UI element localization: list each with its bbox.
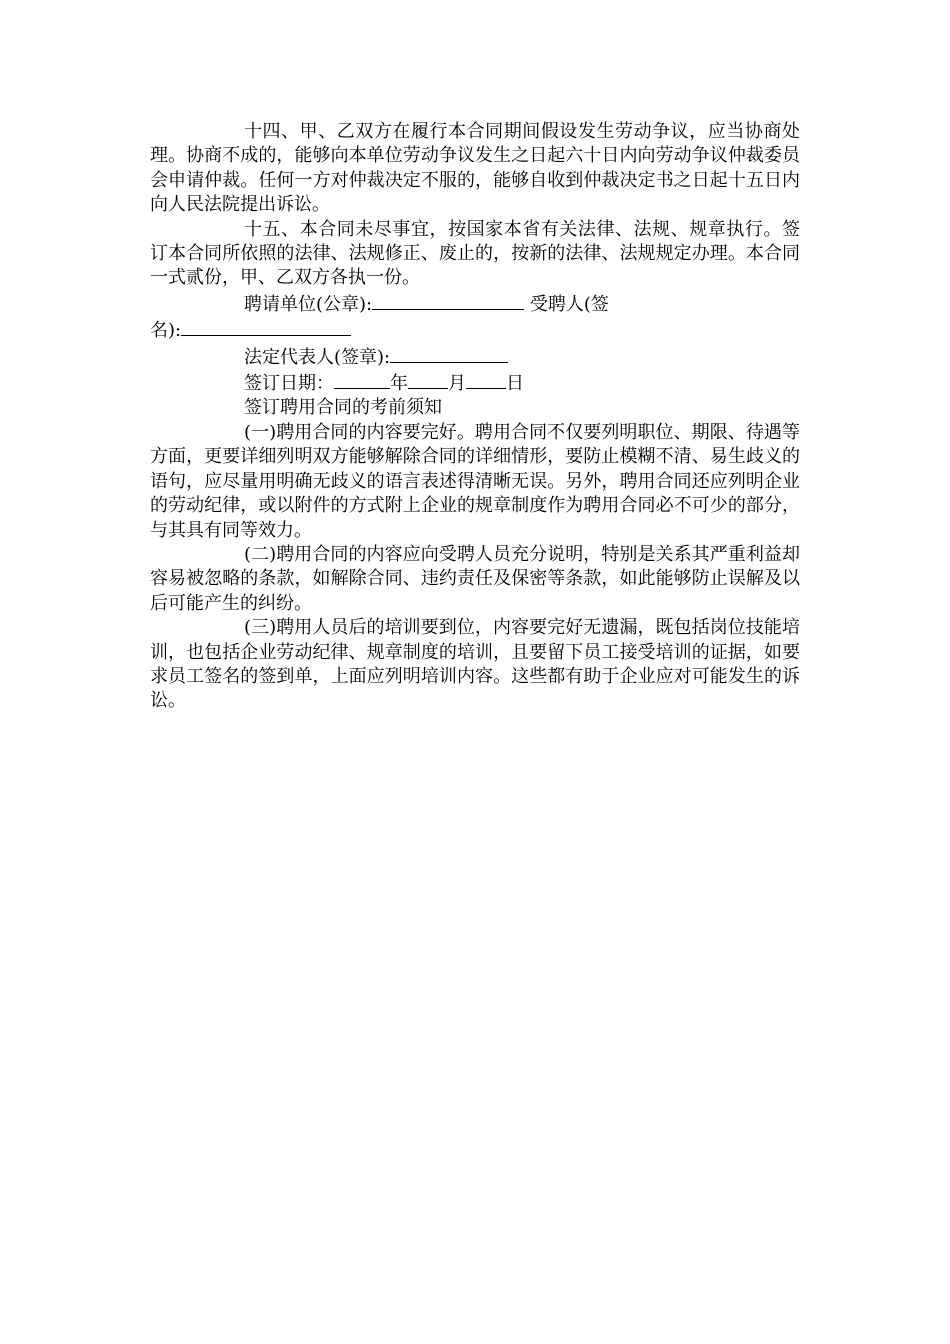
month-blank: [408, 370, 448, 389]
signature-employer-line: [150, 291, 800, 317]
employer-seal-blank: [372, 291, 524, 310]
notice-title: 签订聘用合同的考前须知: [244, 397, 442, 419]
legal-rep-blank: [390, 344, 508, 363]
notice-item-3: (三)聘用人员后的培训要到位，内容要完好无遗漏，既包括岗位技能培训，也包括企业劳动纪律、规章制度的培训，且要留下员工接受培训的证据，如要求员工签名的签到单，上面应列明培训内容。这些都有助于企业应对可能发生的诉讼。: [150, 617, 800, 712]
employee-label-part1: 受聘人(签: [524, 293, 609, 315]
employer-label: 聘请单位(公章):: [244, 293, 373, 315]
notice-item-1: (一)聘用合同的内容要完好。聘用合同不仅要列明职位、期限、待遇等方面，更要详细列明双方能够解除合同的详细情形，要防止模糊不清、易生歧义的语句，应尽量用明确无歧义的语言表述得清晰无误。另外，聘用合同还应列明企业的劳动纪律，或以附件的方式附上企业的规章制度作为聘用合同必不可少的部分，与其具有同等效力。: [150, 421, 800, 541]
month-label: 月: [448, 373, 466, 395]
employee-signature-blank: [181, 317, 351, 336]
employee-label-part2: 名):: [150, 320, 182, 342]
clause-14: 十四、甲、乙双方在履行本合同期间假设发生劳动争议，应当协商处理。协商不成的，能够向本单位劳动争议发生之日起六十日内向劳动争议仲裁委员会申请仲裁。任何一方对仲裁决定不服的，能够自收到仲裁决定书之日起十五日内向人民法院提出诉讼。: [150, 121, 800, 216]
signing-date-line: [150, 370, 800, 396]
day-label: 日: [506, 373, 524, 395]
clause-15: 十五、本合同未尽事宜，按国家本省有关法律、法规、规章执行。签订本合同所依照的法律、法规修正、废止的，按新的法律、法规规定办理。本合同一式贰份，甲、乙双方各执一份。: [150, 218, 800, 289]
legal-rep-line: [150, 344, 800, 370]
day-blank: [466, 370, 506, 389]
legal-rep-label: 法定代表人(签章):: [244, 346, 391, 368]
date-label: 签订日期：: [244, 373, 334, 395]
notice-item-2: (二)聘用合同的内容应向受聘人员充分说明，特别是关系其严重利益却容易被忽略的条款，如解除合同、违约责任及保密等条款，如此能够防止误解及以后可能产生的纠纷。: [150, 543, 800, 614]
signature-employee-line: [150, 317, 800, 343]
year-label: 年: [390, 373, 408, 395]
document-body: [150, 120, 800, 714]
year-blank: [334, 370, 390, 389]
